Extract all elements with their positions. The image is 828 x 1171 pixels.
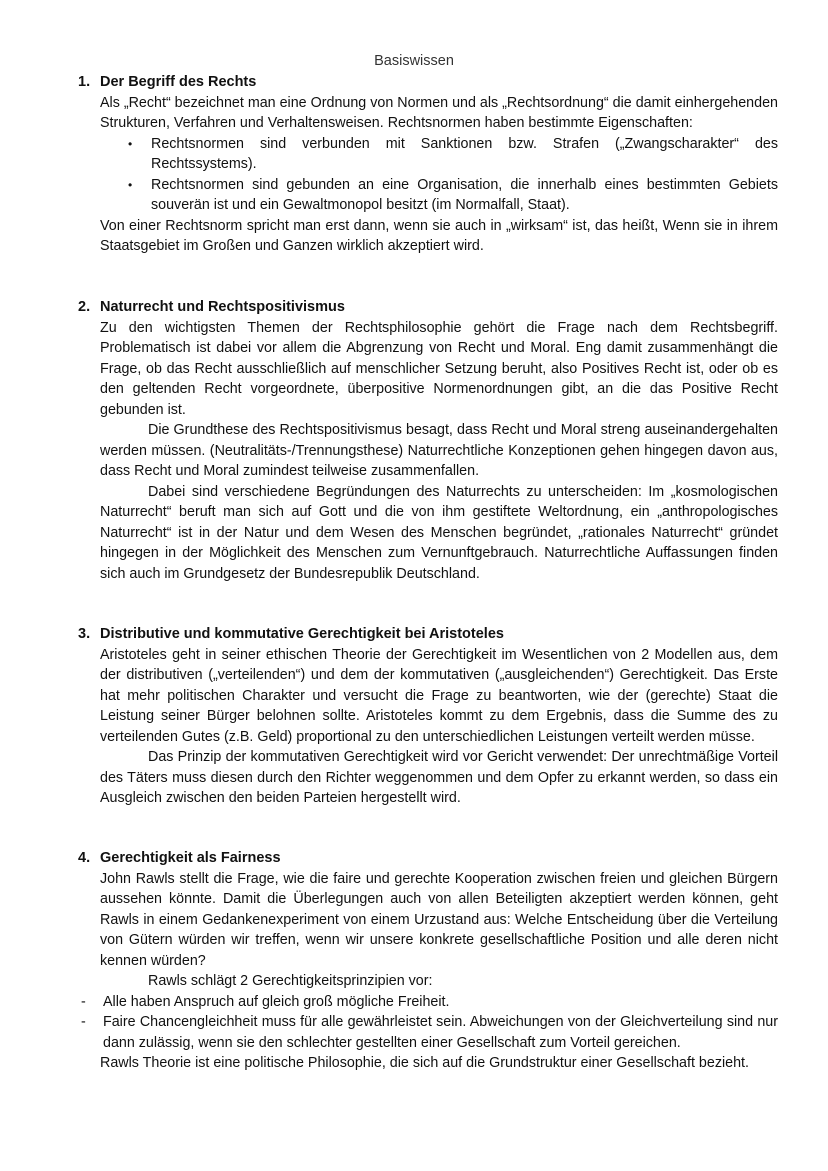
dash-icon: - <box>81 1014 86 1030</box>
paragraph: Rawls Theorie ist eine politische Philosophie, die sich auf die Grundstruktur einer Gesellschaft bezieht. <box>100 1055 749 1071</box>
list-item-text: Rechtsnormen sind gebunden an eine Organisation, die innerhalb eines bestimmten Gebiets souverän ist und ein Gewaltmonopol besitzt (im Normalfall, Staat). <box>151 176 778 213</box>
section-number: 3. <box>78 626 91 642</box>
section-1 <box>78 72 778 257</box>
section-number: 4. <box>78 850 91 866</box>
paragraph: Zu den wichtigsten Themen der Rechtsphilosophie gehört die Frage nach dem Rechtsbegriff. Problematisch ist dabei vor allem die Abgrenzung von Recht und Moral. Eng damit zusammenhängt die Frage, ob das Recht ausschließlich auf menschlicher Setzung beruht, also Positives Recht ist, oder ob es den geltenden Recht vorgeordnete, überpositive Normenordnungen gibt, an die das Positive Recht gebunden ist. <box>100 319 778 418</box>
paragraph: Das Prinzip der kommutativen Gerechtigkeit wird vor Gericht verwendet: Der unrechtmäßige Vorteil des Täters muss diesen durch den Richter weggenommen und dem Opfer zu erkannt werden, so dass ein Ausgleich zwischen den beiden Parteien hergestellt wird. <box>100 749 778 806</box>
section-3 <box>78 624 778 809</box>
list-item <box>78 992 778 1013</box>
list-item <box>78 1012 778 1053</box>
paragraph: Die Grundthese des Rechtspositivismus besagt, dass Recht und Moral streng auseinandergehalten werden müssen. (Neutralitäts-/Trennungsthese) Naturrechtliche Konzeptionen gehen hingegen davon aus, dass Recht und Moral zumindest teilweise zusammenfallen. <box>100 422 778 479</box>
section-heading <box>78 848 778 869</box>
bullet-list <box>128 134 778 216</box>
section-2 <box>78 297 778 584</box>
section-number: 2. <box>78 299 91 315</box>
list-item-text: Alle haben Anspruch auf gleich groß mögliche Freiheit. <box>103 993 450 1010</box>
paragraph: Rawls schlägt 2 Gerechtigkeitsprinzipien vor: <box>148 973 433 989</box>
section-heading <box>78 624 778 645</box>
section-4 <box>78 848 778 1074</box>
bullet-icon: • <box>128 136 133 151</box>
section-title: Distributive und kommutative Gerechtigkeit bei Aristoteles <box>100 626 504 642</box>
list-item <box>128 134 778 175</box>
paragraph: John Rawls stellt die Frage, wie die faire und gerechte Kooperation zwischen freien und gleichen Bürgern aussehen könnte. Damit die Überlegungen auch von allen Beteiligten akzeptiert werden können, geht Rawls in einem Gedankenexperiment von einem Urzustand aus: Welche Entscheidung über die Verteilung von Gütern würden wir treffen, wenn wir unsere konkrete gesellschaftliche Position und alle deren nicht kennen würden? <box>100 870 778 969</box>
paragraph: Aristoteles geht in seiner ethischen Theorie der Gerechtigkeit im Wesentlichen von 2 Modellen aus, dem der distributiven („verteilenden“) und dem der kommutativen („ausgleichenden“) Gerechtigkeit. Das Erste hat mehr politischen Charakter und versucht die Frage zu beantworten, wie der (gerechte) Staat die Leistung seiner Bürger belohnen sollte. Aristoteles kommt zu dem Ergebnis, dass die Summe des zu verteilenden Gutes (z.B. Geld) proportional zu den unterschiedlichen Leistungen verteilt werden müsse. <box>100 646 778 745</box>
dash-icon: - <box>81 993 86 1010</box>
list-item-text: Faire Chancengleichheit muss für alle gewährleistet sein. Abweichungen von der Gleichverteilung sind nur dann zulässig, wenn sie den schlechter gestellten einer Gesellschaft zum Vorteil gereichen. <box>103 1014 778 1051</box>
document-title: Basiswissen <box>374 53 454 69</box>
bullet-icon: • <box>128 177 133 192</box>
paragraph: Dabei sind verschiedene Begründungen des Naturrechts zu unterscheiden: Im „kosmologischen Naturrecht“ beruft man sich auf Gott und die von ihm gestiftete Weltordnung, ein „anthropologisches Naturrecht“ ist in der Natur und dem Wesen des Menschen begründet, „rationales Naturrecht“ gründet hingegen in der Möglichkeit des Menschen zum Vernunftgebrauch. Naturrechtliche Auffassungen finden sich auch im Grundgesetz der Bundesrepublik Deutschland. <box>100 483 778 582</box>
section-heading <box>78 72 778 93</box>
section-title: Naturrecht und Rechtspositivismus <box>100 299 345 315</box>
list-item-text: Rechtsnormen sind verbunden mit Sanktionen bzw. Strafen („Zwangscharakter“ des Rechtssystems). <box>151 135 778 172</box>
dash-list <box>78 992 778 1054</box>
section-number: 1. <box>78 74 91 90</box>
list-item <box>128 175 778 216</box>
section-title: Der Begriff des Rechts <box>100 74 257 90</box>
paragraph: Als „Recht“ bezeichnet man eine Ordnung von Normen und als „Rechtsordnung“ die damit einhergehenden Strukturen, Verfahren und Verhaltensweisen. Rechtsnormen haben bestimmte Eigenschaften: <box>100 94 778 131</box>
section-title: Gerechtigkeit als Fairness <box>100 850 281 866</box>
section-heading <box>78 297 778 318</box>
paragraph: Von einer Rechtsnorm spricht man erst dann, wenn sie auch in „wirksam“ ist, das heißt, Wenn sie in ihrem Staatsgebiet im Großen und Ganzen wirklich akzeptiert wird. <box>100 217 778 254</box>
